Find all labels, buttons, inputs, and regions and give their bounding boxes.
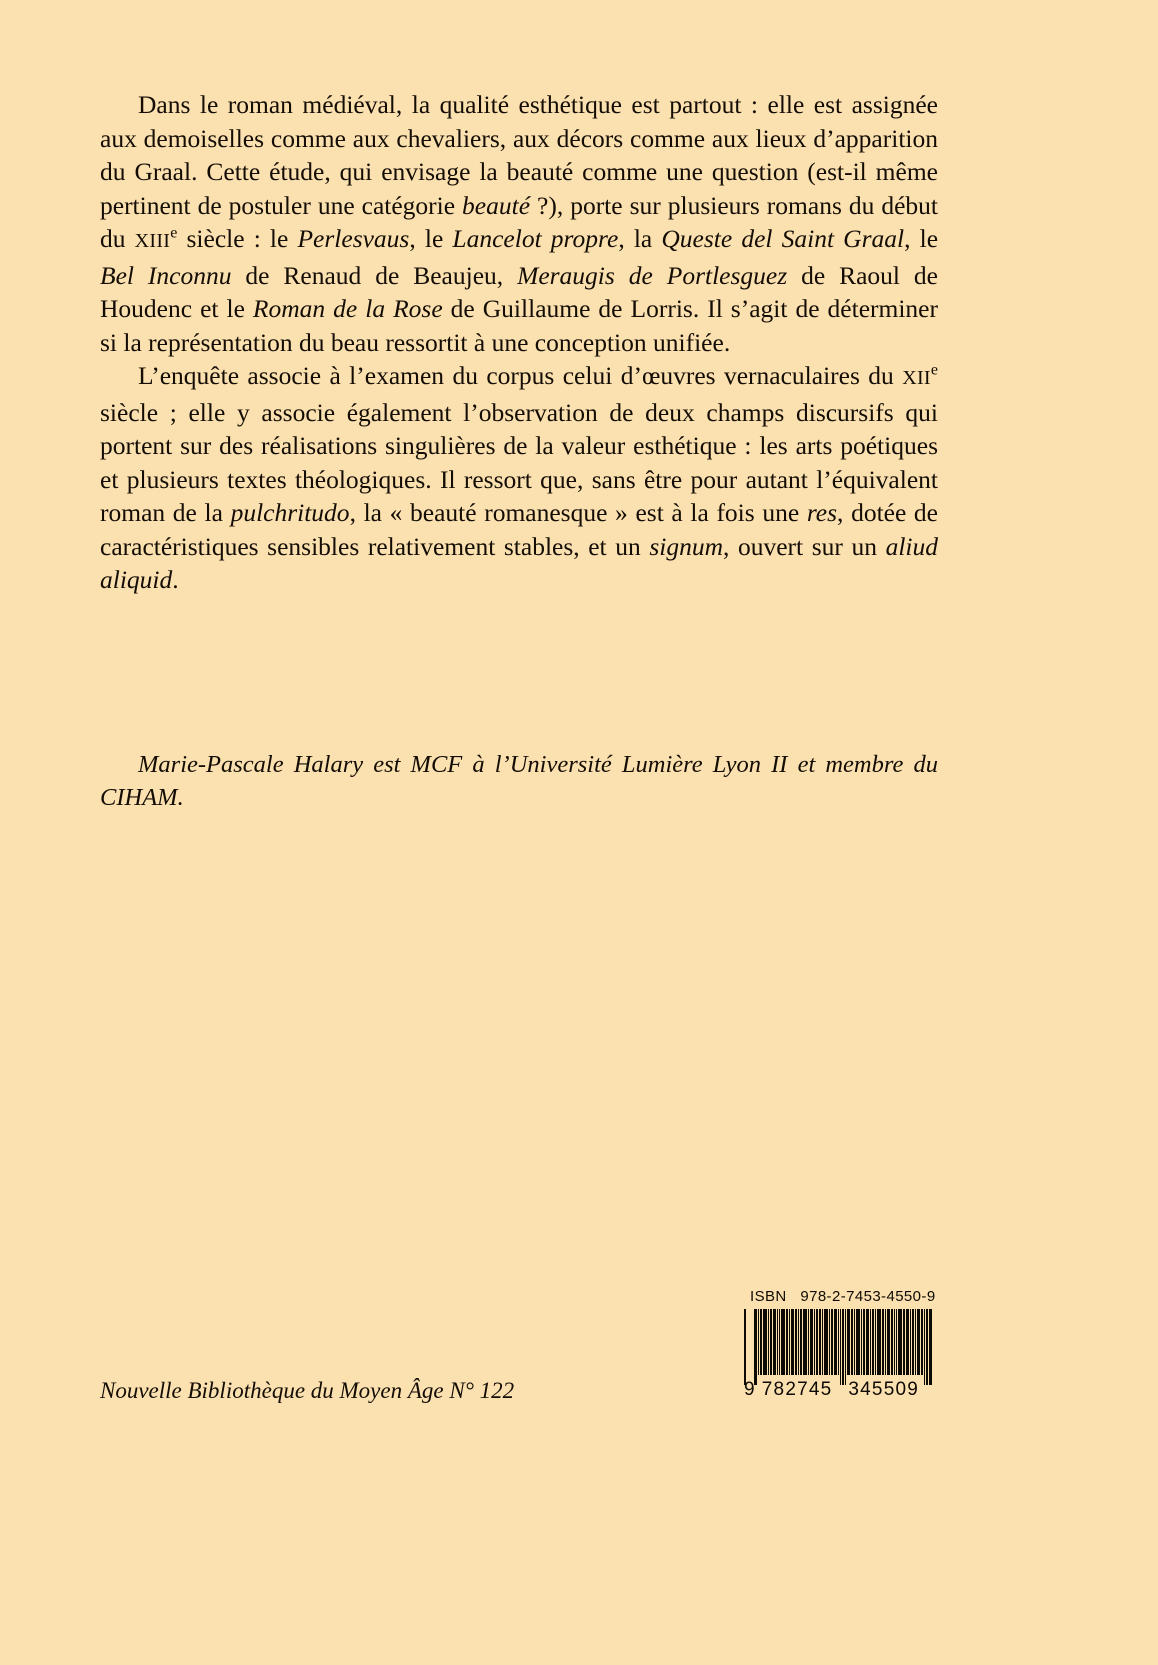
- ean13-barcode: [744, 1309, 944, 1401]
- isbn-label: [750, 1288, 944, 1305]
- barcode-guard-left: [744, 1309, 746, 1385]
- isbn-prefix: ISBN: [750, 1288, 787, 1305]
- isbn-number: 978-2-7453-4550-9: [800, 1288, 936, 1305]
- blurb-paragraph-1: Dans le roman médiéval, la qualité esthétique est partout : elle est assignée aux demoiselles comme aux chevaliers, aux décors comme aux lieux d’apparition du Graal. Cette étude, qui envisage la beauté comme une question (est-il même pertinent de postuler une catégorie beauté ?), porte sur plusieurs romans du début du XIIIe siècle : le Perlesvaus, le Lancelot propre, la Queste del Saint Graal, le Bel Inconnu de Renaud de Beaujeu, Meraugis de Portlesguez de Raoul de Houdenc et le Roman de la Rose de Guillaume de Lorris. Il s’agit de déterminer si la représentation du beau ressortit à une conception unifiée.: [100, 90, 939, 357]
- author-biography-text: Marie-Pascale Halary est MCF à l’Université Lumière Lyon II et membre du CIHAM.: [100, 751, 938, 811]
- series-title: Nouvelle Bibliothèque du Moyen Âge N° 122: [100, 1378, 515, 1403]
- barcode-block: [744, 1288, 944, 1401]
- barcode-digits: [744, 1379, 944, 1401]
- barcode-digit-group-1: 782745: [761, 1379, 833, 1400]
- barcode-digit-group-2: 345509: [848, 1379, 919, 1400]
- barcode-bars: [754, 1309, 938, 1385]
- barcode-digit-lead: 9: [744, 1379, 756, 1400]
- author-biography: [100, 748, 938, 814]
- blurb-text: [100, 88, 938, 597]
- blurb-paragraph-2: L’enquête associe à l’examen du corpus celui d’œuvres vernaculaires du XIIe siècle ; elle y associe également l’observation de deux champs discursifs qui portent sur des réalisations singulières de la valeur esthétique : les arts poétiques et plusieurs textes théologiques. Il ressort que, sans être pour autant l’équivalent roman de la pulchritudo, la « beauté romanesque » est à la fois une res, dotée de caractéristiques sensibles relativement stables, et un signum, ouvert sur un aliud aliquid.: [100, 361, 939, 594]
